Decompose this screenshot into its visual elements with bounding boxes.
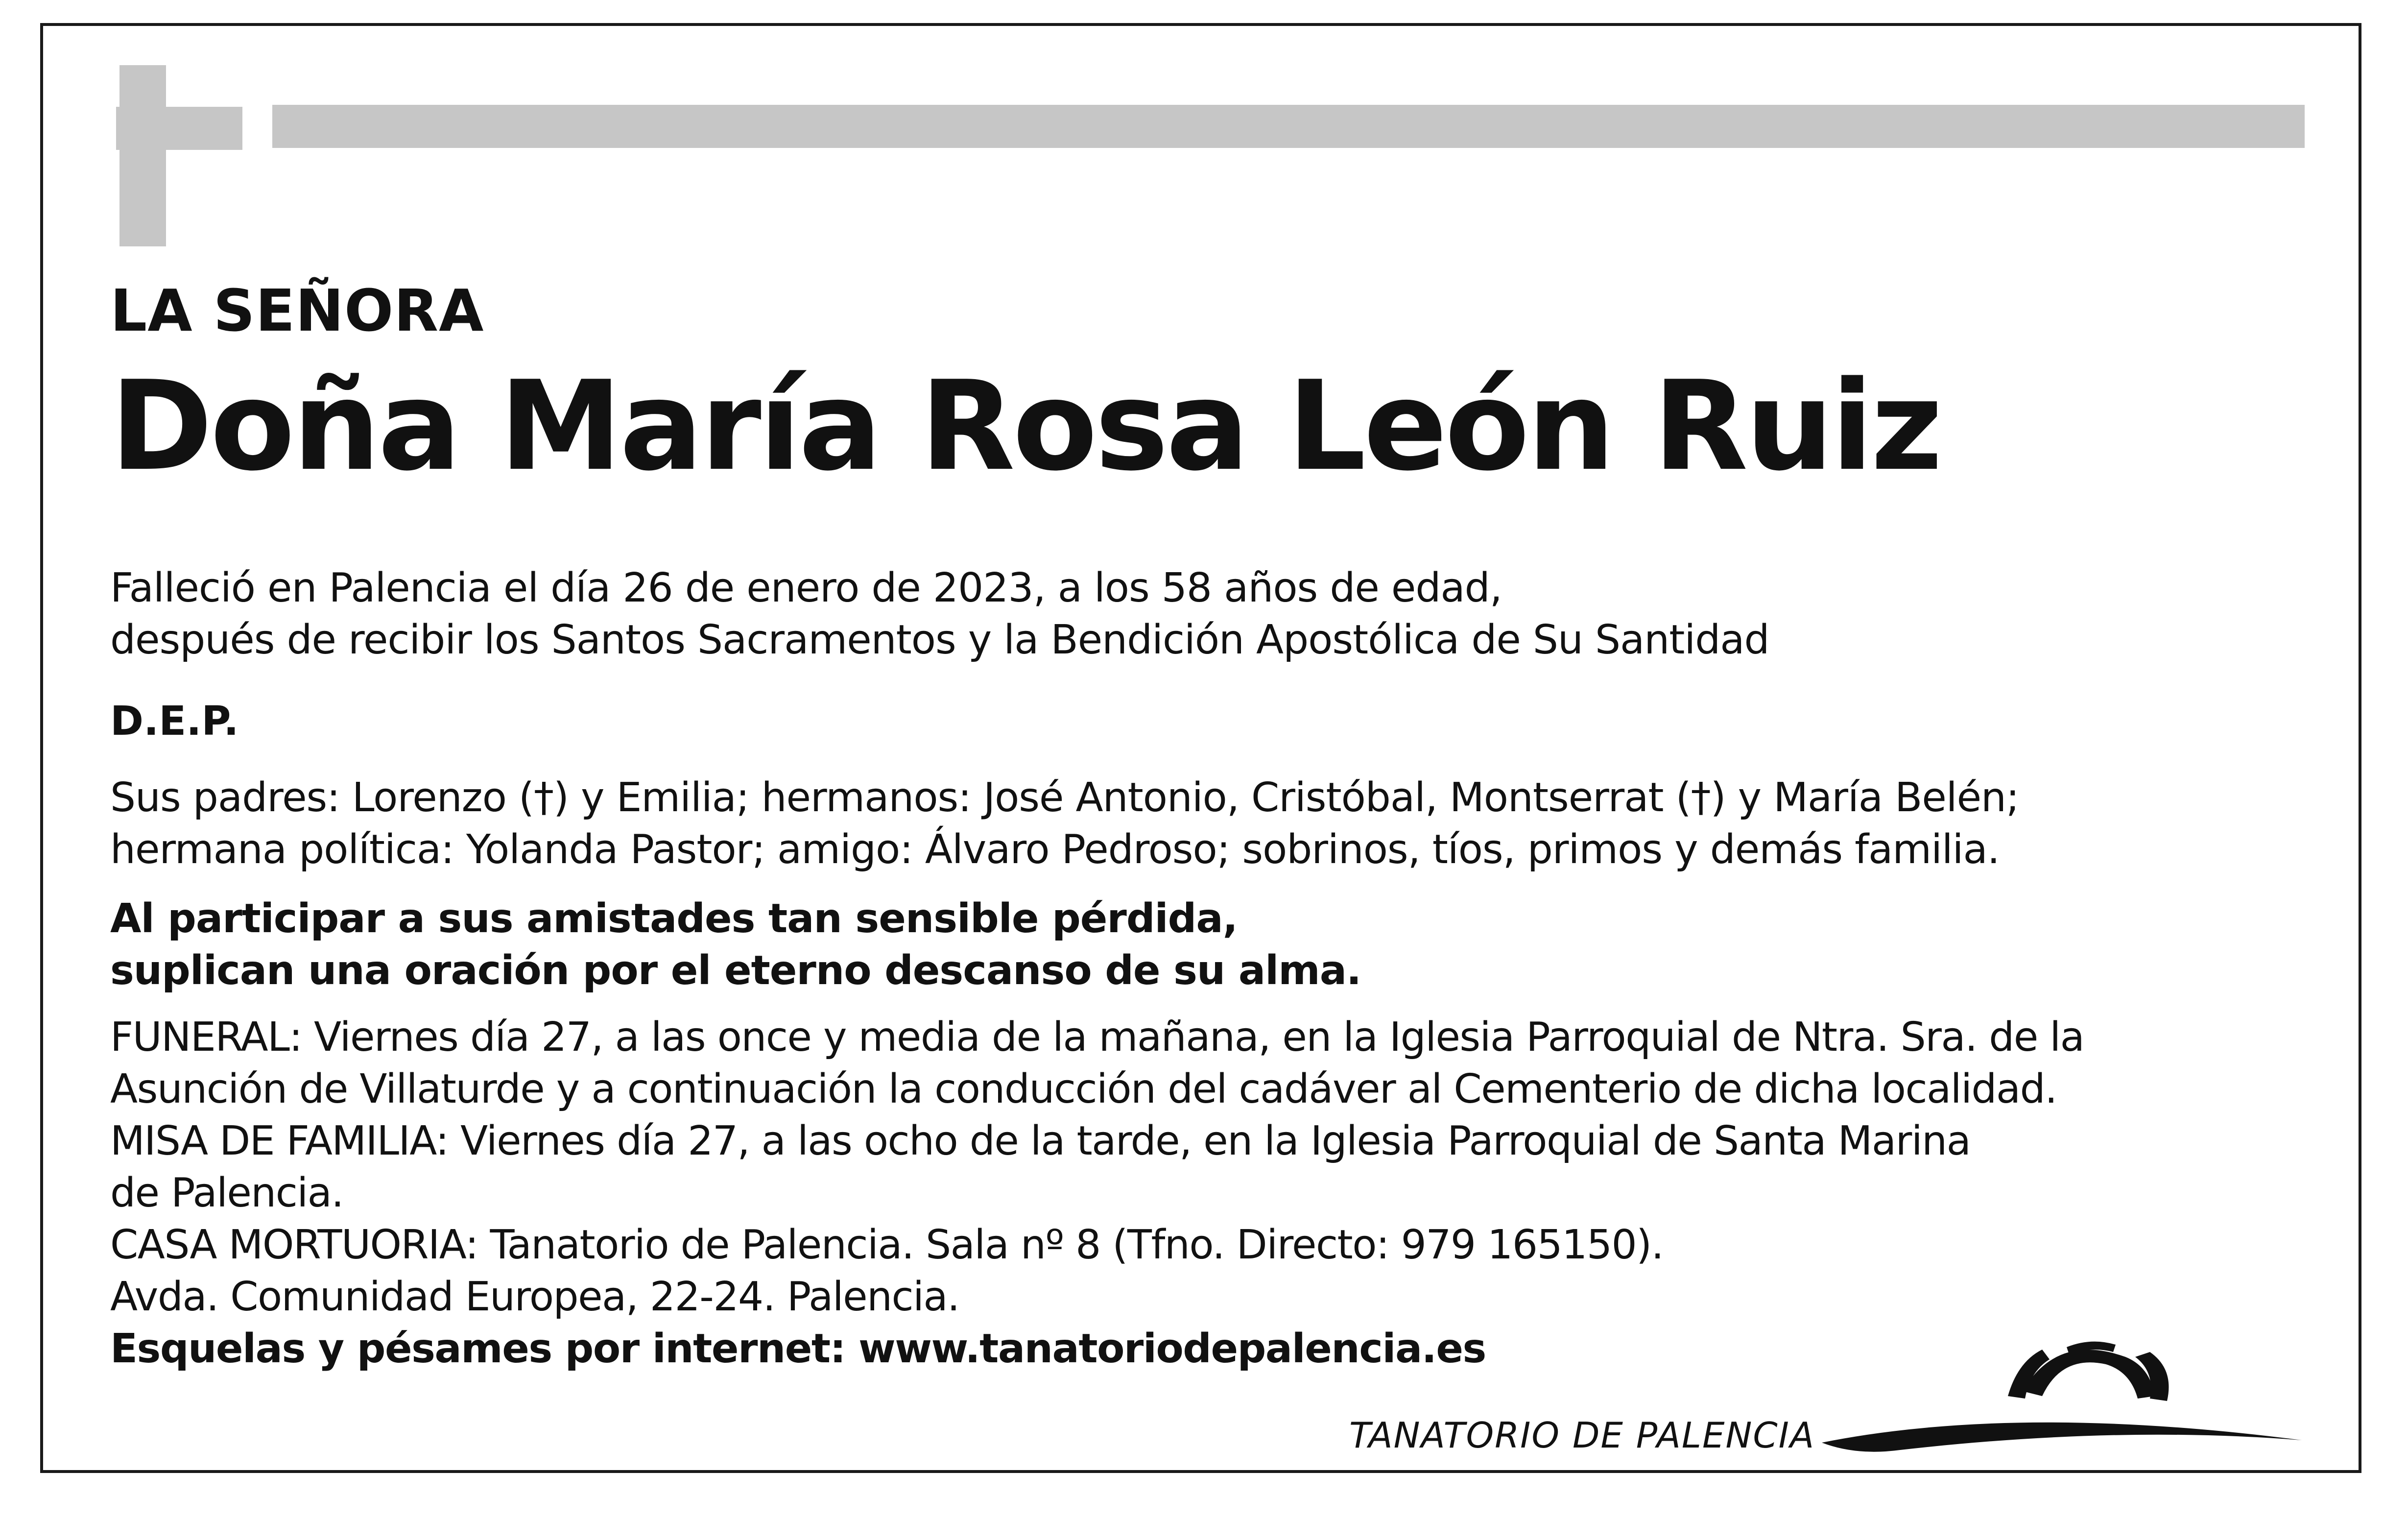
internet-line: Esquelas y pésames por internet: www.tanatoriodepalencia.es [110, 1326, 1486, 1372]
detail-line-2: Asunción de Villaturde y a continuación la conducción del cadáver al Cementerio de dicha localidad. [110, 1066, 2057, 1112]
prayer-request [110, 893, 1361, 997]
detail-line-4: de Palencia. [110, 1170, 343, 1216]
family-list [110, 772, 2019, 876]
family-line-1: Sus padres: Lorenzo (†) y Emilia; hermanos: José Antonio, Cristóbal, Montserrat (†) y María Belén; [110, 774, 2019, 821]
deceased-name: Doña María Rosa León Ruiz [110, 355, 1940, 498]
dep-label: D.E.P. [110, 698, 239, 745]
cross-icon-arm [116, 107, 242, 150]
tanatorio-logo-icon [1812, 1303, 2302, 1465]
detail-line-5: CASA MORTUORIA: Tanatorio de Palencia. Sala nº 8 (Tfno. Directo: 979 165150). [110, 1222, 1664, 1268]
detail-line-6: Avda. Comunidad Europea, 22-24. Palencia. [110, 1274, 959, 1320]
title: LA SEÑORA [110, 277, 484, 344]
family-line-2: hermana política: Yolanda Pastor; amigo: Álvaro Pedroso; sobrinos, tíos, primos y demás familia. [110, 826, 2000, 873]
death-line-1: Falleció en Palencia el día 26 de enero de 2023, a los 58 años de edad, [110, 565, 1502, 611]
death-line-2: después de recibir los Santos Sacramentos y la Bendición Apostólica de Su Santidad [110, 617, 1769, 663]
death-statement [110, 562, 1769, 666]
request-line-1: Al participar a sus amistades tan sensible pérdida, [110, 895, 1238, 942]
cross-icon [119, 65, 166, 246]
service-details [110, 1012, 2084, 1375]
detail-line-3: MISA DE FAMILIA: Viernes día 27, a las ocho de la tarde, en la Iglesia Parroquial de Santa Marina [110, 1118, 1971, 1164]
detail-line-1: FUNERAL: Viernes día 27, a las once y media de la mañana, en la Iglesia Parroquial de Ntra. Sra. de la [110, 1014, 2084, 1061]
header-rule [272, 105, 2305, 148]
request-line-2: suplican una oración por el eterno descanso de su alma. [110, 947, 1361, 994]
brand-name: TANATORIO DE PALENCIA [1349, 1415, 1815, 1456]
